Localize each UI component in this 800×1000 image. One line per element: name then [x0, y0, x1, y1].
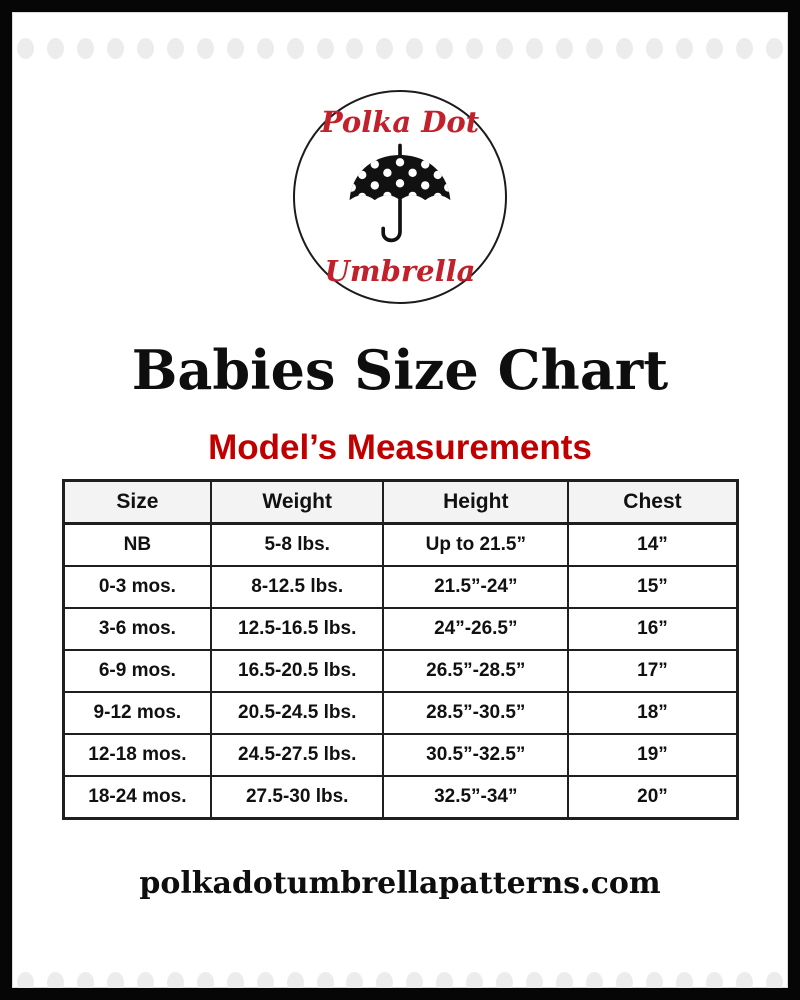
column-header: Chest	[568, 481, 737, 524]
table-row	[63, 566, 737, 608]
decorative-dot	[167, 972, 184, 993]
decorative-dot	[586, 972, 603, 993]
table-cell: 18-24 mos.	[63, 776, 211, 819]
decorative-dot	[137, 38, 154, 59]
table-cell: 27.5-30 lbs.	[211, 776, 383, 819]
size-chart-table	[62, 479, 739, 820]
table-cell: 26.5”-28.5”	[383, 650, 568, 692]
table-cell: 17”	[568, 650, 737, 692]
decorative-dot	[436, 38, 453, 59]
decorative-dot	[496, 972, 513, 993]
table-row	[63, 692, 737, 734]
decorative-dot	[287, 38, 304, 59]
decorative-dot	[376, 972, 393, 993]
decorative-dot	[406, 38, 423, 59]
decorative-dot	[706, 972, 723, 993]
table-cell: 16.5-20.5 lbs.	[211, 650, 383, 692]
table-cell: 6-9 mos.	[63, 650, 211, 692]
decorative-dot	[556, 972, 573, 993]
decorative-dot	[526, 38, 543, 59]
decorative-dot	[466, 38, 483, 59]
table-cell: 0-3 mos.	[63, 566, 211, 608]
table-row	[63, 734, 737, 776]
top-dot-row	[12, 38, 788, 59]
decorative-dot	[616, 38, 633, 59]
table-cell: 20.5-24.5 lbs.	[211, 692, 383, 734]
decorative-dot	[736, 972, 753, 993]
table-cell: 3-6 mos.	[63, 608, 211, 650]
decorative-dot	[676, 38, 693, 59]
decorative-dot	[197, 972, 214, 993]
brand-logo	[293, 90, 507, 304]
logo-bottom-text: Umbrella	[324, 254, 476, 288]
decorative-dot	[317, 972, 334, 993]
decorative-dot	[496, 38, 513, 59]
table-cell: 30.5”-32.5”	[383, 734, 568, 776]
bottom-dot-row	[12, 972, 788, 993]
table-cell: 19”	[568, 734, 737, 776]
decorative-dot	[736, 38, 753, 59]
decorative-dot	[526, 972, 543, 993]
table-cell: 5-8 lbs.	[211, 524, 383, 567]
table-row	[63, 524, 737, 567]
decorative-dot	[406, 972, 423, 993]
decorative-dot	[17, 972, 34, 993]
decorative-dot	[257, 38, 274, 59]
table-cell: 32.5”-34”	[383, 776, 568, 819]
size-table-head-row	[63, 481, 737, 524]
decorative-dot	[137, 972, 154, 993]
decorative-dot	[77, 38, 94, 59]
decorative-dot	[227, 38, 244, 59]
decorative-dot	[47, 38, 64, 59]
decorative-dot	[466, 972, 483, 993]
decorative-dot	[107, 972, 124, 993]
decorative-dot	[376, 38, 393, 59]
decorative-dot	[317, 38, 334, 59]
decorative-dot	[586, 38, 603, 59]
decorative-dot	[346, 972, 363, 993]
decorative-dot	[227, 972, 244, 993]
decorative-dot	[706, 38, 723, 59]
decorative-dot	[167, 38, 184, 59]
decorative-dot	[616, 972, 633, 993]
table-cell: 8-12.5 lbs.	[211, 566, 383, 608]
decorative-dot	[77, 972, 94, 993]
decorative-dot	[556, 38, 573, 59]
decorative-dot	[287, 972, 304, 993]
decorative-dot	[766, 972, 783, 993]
decorative-dot	[107, 38, 124, 59]
decorative-dot	[646, 972, 663, 993]
website-url: polkadotumbrellapatterns.com	[139, 866, 661, 901]
table-cell: 21.5”-24”	[383, 566, 568, 608]
table-cell: 15”	[568, 566, 737, 608]
decorative-dot	[646, 38, 663, 59]
polka-dot-umbrella-icon	[337, 139, 463, 257]
decorative-dot	[47, 972, 64, 993]
table-cell: 24”-26.5”	[383, 608, 568, 650]
table-cell: 16”	[568, 608, 737, 650]
table-cell: NB	[63, 524, 211, 567]
table-cell: 14”	[568, 524, 737, 567]
decorative-dot	[197, 38, 214, 59]
table-cell: 12.5-16.5 lbs.	[211, 608, 383, 650]
decorative-dot	[676, 972, 693, 993]
decorative-dot	[436, 972, 453, 993]
decorative-dot	[346, 38, 363, 59]
logo-top-text: Polka Dot	[320, 105, 480, 139]
column-header: Height	[383, 481, 568, 524]
table-cell: 18”	[568, 692, 737, 734]
table-row	[63, 608, 737, 650]
column-header: Size	[63, 481, 211, 524]
table-cell: 12-18 mos.	[63, 734, 211, 776]
size-table-body	[63, 524, 737, 819]
table-cell: Up to 21.5”	[383, 524, 568, 567]
decorative-dot	[17, 38, 34, 59]
table-cell: 9-12 mos.	[63, 692, 211, 734]
table-cell: 20”	[568, 776, 737, 819]
decorative-dot	[766, 38, 783, 59]
table-row	[63, 776, 737, 819]
table-row	[63, 650, 737, 692]
section-heading: Model’s Measurements	[208, 427, 592, 467]
decorative-dot	[257, 972, 274, 993]
table-cell: 28.5”-30.5”	[383, 692, 568, 734]
page-title: Babies Size Chart	[131, 338, 669, 402]
table-cell: 24.5-27.5 lbs.	[211, 734, 383, 776]
column-header: Weight	[211, 481, 383, 524]
